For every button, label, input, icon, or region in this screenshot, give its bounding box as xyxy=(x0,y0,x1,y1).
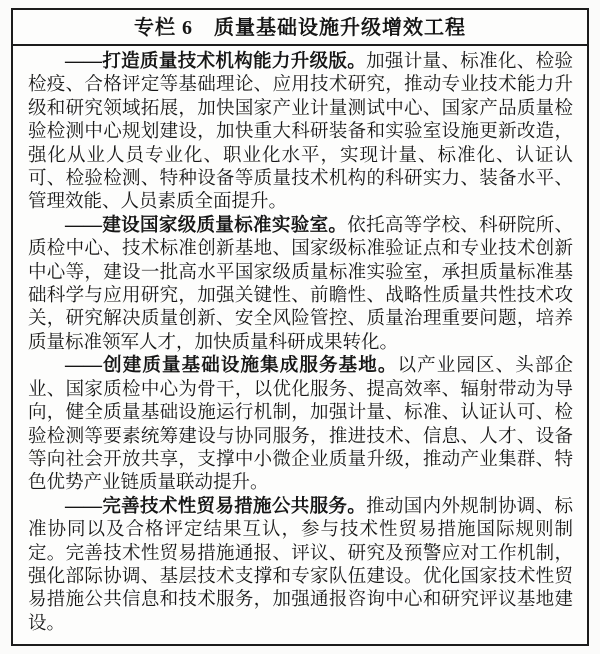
paragraph xyxy=(28,215,573,355)
paragraph-lead: ——创建质量基础设施集成服务基地。 xyxy=(65,356,398,377)
paragraph-text: 推动国内外规制协调、标准协同以及合格评定结果互认，参与技术性贸易措施国际规则制定。完善技术性贸易措施通报、评议、研究及预警应对工作机制，强化部际协调、基层技术支撑和专家队伍建设。优化国家技术性贸易措施公共信息和技术服务，加强通报咨询中心和研究评议基地建设。 xyxy=(28,496,573,634)
column-box-title: 专栏 6 质量基础设施升级增效工程 xyxy=(13,10,587,46)
column-box xyxy=(11,8,589,646)
paragraph-text: 以产业园区、头部企业、国家质检中心为骨干，以优化服务、提高效率、辐射带动为导向，健全质量基础设施运行机制，加强计量、标准、认证认可、检验检测等要素统筹建设与协同服务，推进技术、信息、人才、设备等向社会开放共享，支撑中小微企业质量升级，推动产业集群、特色优势产业链质量联动提升。 xyxy=(28,356,573,494)
paragraph xyxy=(28,51,573,215)
paragraph-lead: ——完善技术性贸易措施公共服务。 xyxy=(65,496,367,517)
paragraph-lead: ——建设国家级质量标准实验室。 xyxy=(65,215,348,236)
paragraph xyxy=(28,355,573,495)
paragraph-lead: ——打造质量技术机构能力升级版。 xyxy=(65,52,367,72)
paragraph-text: 依托高等学校、科研院所、质检中心、技术标准创新基地、国家级标准验证点和专业技术创新中心等，建设一批高水平国家级质量标准实验室，承担质量标准基础科学与应用研究，加强关键性、前瞻性、战略性质量共性技术攻关，研究解决质量创新、安全风险管控、质量治理重要问题，培养质量标准领军人才，加快质量科研成果转化。 xyxy=(28,215,573,353)
paragraph xyxy=(28,496,573,636)
paragraph-text: 加强计量、标准化、检验检疫、合格评定等基础理论、应用技术研究，推动专业技术能力升级和研究领域拓展，加快国家产业计量测试中心、国家产品质量检验检测中心规划建设，加快重大科研装备和实验室设施更新改造，强化从业人员专业化、职业化水平，实现计量、标准化、认证认可、检验检测、特种设备等质量技术机构的科研实力、装备水平、管理效能、人员素质全面提升。 xyxy=(28,52,573,213)
column-box-body xyxy=(13,46,587,644)
